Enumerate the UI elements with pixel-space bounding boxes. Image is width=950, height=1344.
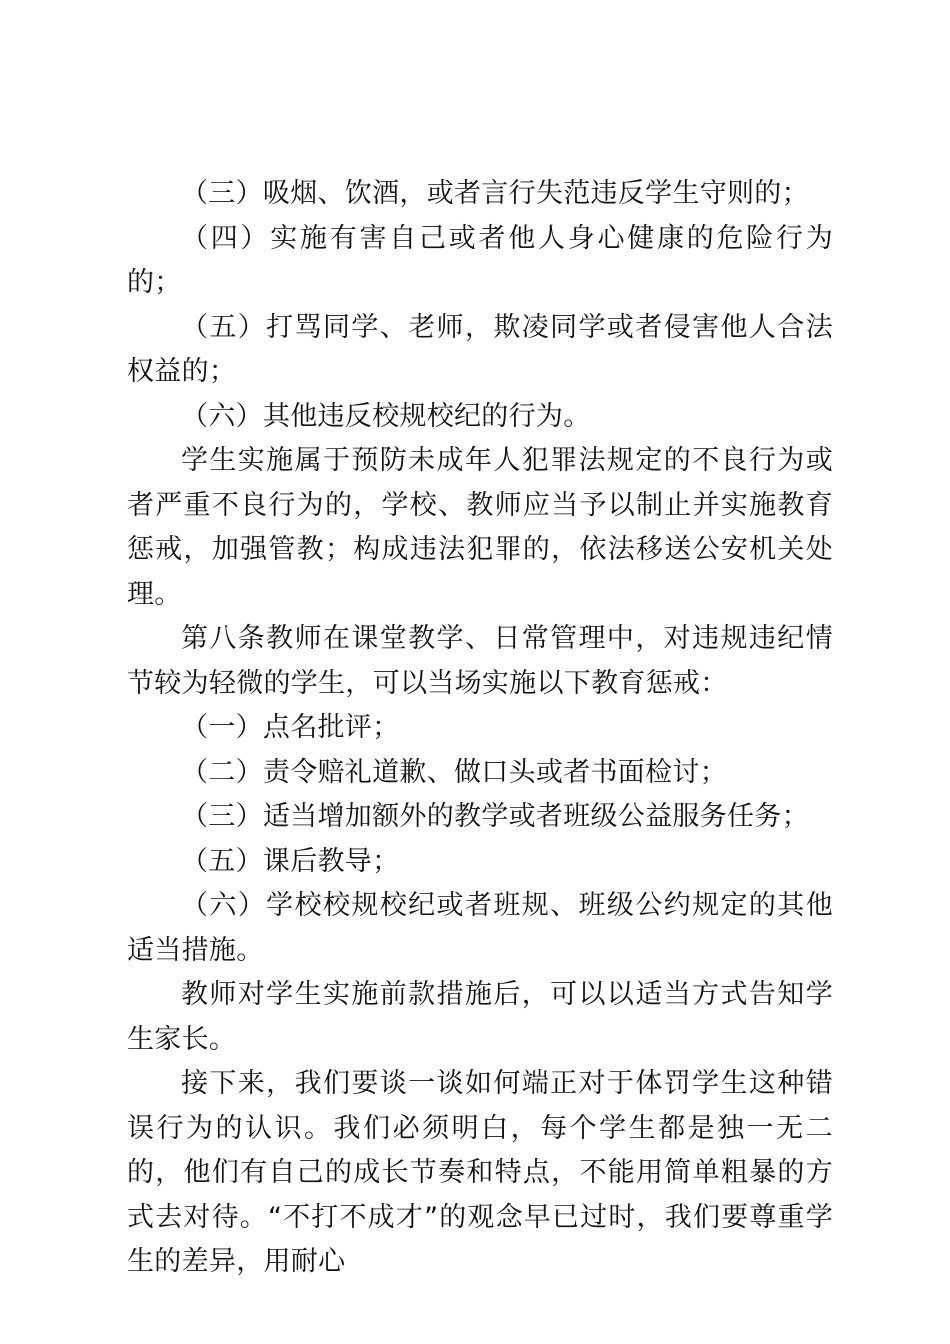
paragraph-measure-5: （五）课后教导； <box>181 845 400 877</box>
paragraph-measure-6: （六）学校校规校纪或者班规、班级公约规定的其他适当措施。 <box>127 890 833 966</box>
paragraph-measure-3: （三）适当增加额外的教学或者班级公益服务任务； <box>181 801 809 832</box>
paragraph-article-8: 第八条教师在课堂教学、日常管理中，对违规违纪情节较为轻微的学生，可以当场实施以下教育惩戒： <box>127 623 833 699</box>
paragraph-item-3: （三）吸烟、饮酒，或者言行失范违反学生守则的； <box>181 178 809 209</box>
paragraph-measure-2: （二）责令赔礼道歉、做口头或者书面检讨； <box>181 756 727 788</box>
paragraph-measure-1: （一）点名批评； <box>181 712 400 743</box>
paragraph-discussion: 接下来，我们要谈一谈如何端正对于体罚学生这种错误行为的认识。我们必须明白，每个学生都是独一无二的，他们有自己的成长节奏和特点，不能用简单粗暴的方式去对待。“不打不成才”的观念早已过时，我们要尊重学生的差异，用耐心 <box>127 1068 833 1277</box>
paragraph-notify-parents: 教师对学生实施前款措施后，可以以适当方式告知学生家长。 <box>127 979 833 1055</box>
paragraph-item-4: （四）实施有害自己或者他人身心健康的危险行为的； <box>127 222 833 298</box>
document-body <box>127 172 833 1285</box>
paragraph-item-5: （五）打骂同学、老师，欺凌同学或者侵害他人合法权益的； <box>127 311 833 387</box>
paragraph-item-6: （六）其他违反校规校纪的行为。 <box>181 400 591 432</box>
paragraph-bad-behavior: 学生实施属于预防未成年人犯罪法规定的不良行为或者严重不良行为的，学校、教师应当予以制止并实施教育惩戒，加强管教；构成违法犯罪的，依法移送公安机关处理。 <box>127 445 833 610</box>
